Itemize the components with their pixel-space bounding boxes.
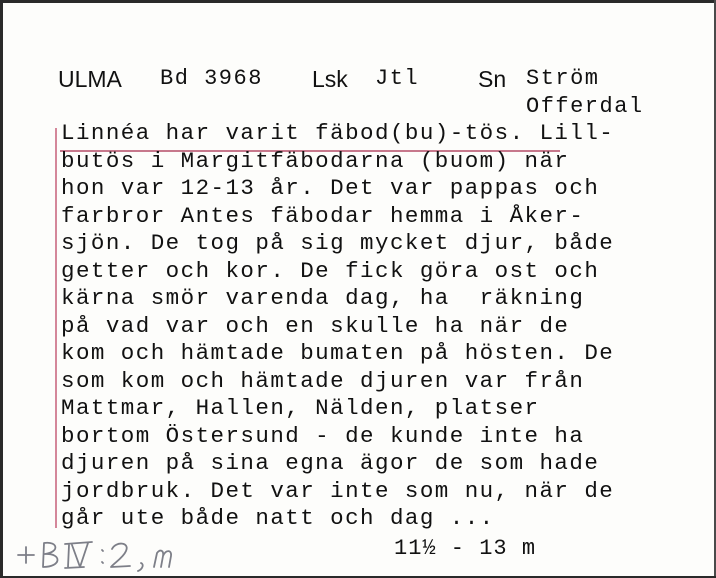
parish-name: Ström (526, 66, 600, 91)
handwritten-reference-note (14, 536, 214, 572)
sn-label: Sn (478, 66, 507, 92)
text-line: kärna smör varenda dag, ha räkning (61, 285, 585, 311)
text-line: hon var 12-13 år. Det var pappas och (61, 175, 600, 201)
location-name: Offerdal (526, 94, 644, 119)
province-code: Jtl (375, 66, 420, 91)
text-line: jordbruk. Det var inte som nu, när de (61, 477, 615, 504)
text-line: butös i Margitfäbodarna (buom) när (61, 147, 570, 174)
text-line: går ute både natt och dag ... (61, 505, 495, 531)
archive-name: ULMA (58, 66, 122, 92)
volume-number: Bd 3968 (160, 66, 263, 91)
text-line: kom och hämtade bumaten på hösten. De (61, 340, 615, 366)
text-line: farbror Antes fäbodar hemma i Åker- (61, 202, 585, 229)
text-line: getter och kor. De fick göra ost och (61, 257, 600, 284)
text-line: djuren på sina egna ägor de som hade (61, 450, 600, 476)
text-line: på vad var och en skulle ha när de (61, 312, 570, 339)
card-body-text (61, 120, 701, 533)
text-line: Mattmar, Hallen, Nälden, platser (61, 395, 540, 421)
margin-rule (55, 128, 57, 528)
text-line: sjön. De tog på sig mycket djur, både (61, 230, 615, 256)
text-line: som kom och hämtade djuren var från (61, 367, 585, 394)
card-border-left (0, 0, 3, 578)
card-border-top (0, 0, 716, 3)
measurement-note: 11½ - 13 m (394, 536, 537, 561)
text-line: Linnéa har varit fäbod(bu)-tös. Lill- (61, 120, 615, 146)
text-line: bortom Östersund - de kunde inte ha (61, 422, 585, 449)
lsk-label: Lsk (312, 66, 348, 92)
